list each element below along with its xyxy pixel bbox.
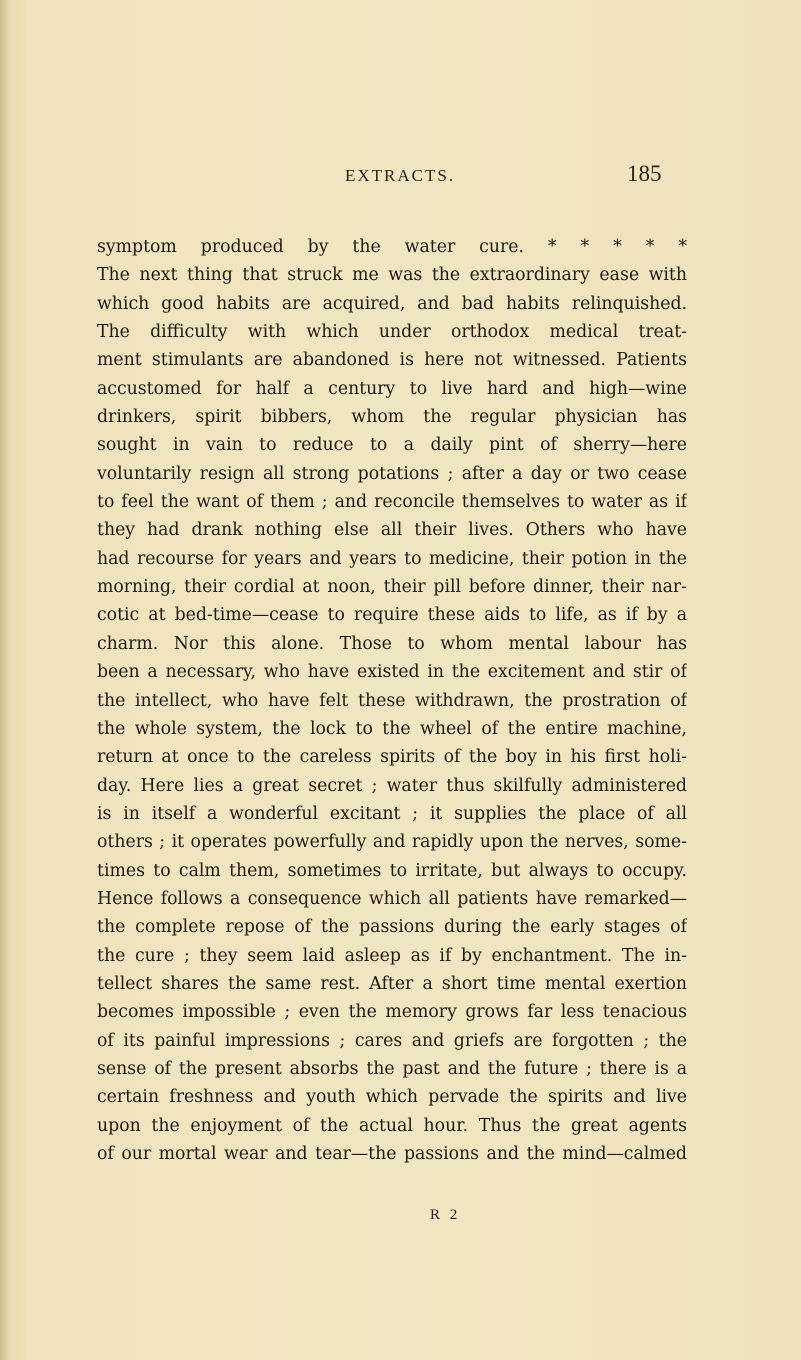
text-line: cotic at bed-time—cease to require these aids to life, as if by a: [97, 605, 687, 626]
text-line: the cure ; they seem laid asleep as if by enchantment. The in-: [97, 945, 687, 966]
page-number: 185: [627, 161, 662, 186]
signature-mark: R 2: [430, 1207, 461, 1223]
text-line: had recourse for years and years to medicine, their potion in the: [97, 548, 687, 569]
text-line: morning, their cordial at noon, their pill before dinner, their nar-: [97, 577, 687, 598]
text-line: to feel the want of them ; and reconcile themselves to water as if: [97, 492, 687, 513]
text-line: the whole system, the lock to the wheel of the entire machine,: [97, 718, 687, 739]
text-line: charm. Nor this alone. Those to whom mental labour has: [97, 633, 687, 654]
text-line: day. Here lies a great secret ; water thus skilfully administered: [97, 775, 687, 796]
text-line: upon the enjoyment of the actual hour. Thus the great agents: [97, 1115, 687, 1136]
text-line: times to calm them, sometimes to irritate, but always to occupy.: [97, 860, 687, 881]
text-line: becomes impossible ; even the memory grows far less tenacious: [97, 1002, 687, 1023]
text-line: sought in vain to reduce to a daily pint of sherry—here: [97, 435, 687, 456]
text-line: sense of the present absorbs the past and the future ; there is a: [97, 1058, 687, 1079]
text-line: the complete repose of the passions during the early stages of: [97, 917, 687, 938]
text-line: ment stimulants are abandoned is here not witnessed. Patients: [97, 350, 687, 371]
text-line: return at once to the careless spirits of the boy in his first holi-: [97, 747, 687, 768]
text-line: voluntarily resign all strong potations ; after a day or two cease: [97, 463, 687, 484]
text-line: certain freshness and youth which pervade the spirits and live: [97, 1087, 687, 1108]
text-line: is in itself a wonderful excitant ; it supplies the place of all: [97, 803, 687, 824]
text-line: accustomed for half a century to live hard and high—wine: [97, 378, 687, 399]
text-line: others ; it operates powerfully and rapidly upon the nerves, some-: [97, 832, 687, 853]
text-line: of its painful impressions ; cares and griefs are forgotten ; the: [97, 1030, 687, 1051]
text-line: The difficulty with which under orthodox medical treat-: [97, 322, 687, 343]
text-line: Hence follows a consequence which all patients have remarked—: [97, 888, 687, 909]
text-line: The next thing that struck me was the extraordinary ease with: [97, 265, 687, 286]
text-line: they had drank nothing else all their lives. Others who have: [97, 520, 687, 541]
body-text: [97, 233, 687, 1168]
text-line: of our mortal wear and tear—the passions and the mind—calmed: [97, 1144, 687, 1164]
running-head: EXTRACTS.: [345, 166, 456, 185]
text-line: drinkers, spirit bibbers, whom the regular physician has: [97, 407, 687, 428]
text-line: the intellect, who have felt these withdrawn, the prostration of: [97, 690, 687, 711]
text-line: been a necessary, who have existed in the excitement and stir of: [97, 662, 687, 683]
page-binding-edge: [0, 0, 10, 1360]
page-header: [0, 161, 801, 194]
text-line: which good habits are acquired, and bad habits relinquished.: [97, 293, 687, 314]
text-line: tellect shares the same rest. After a short time mental exertion: [97, 973, 687, 994]
text-line: symptom produced by the water cure. * * * * *: [97, 237, 687, 257]
